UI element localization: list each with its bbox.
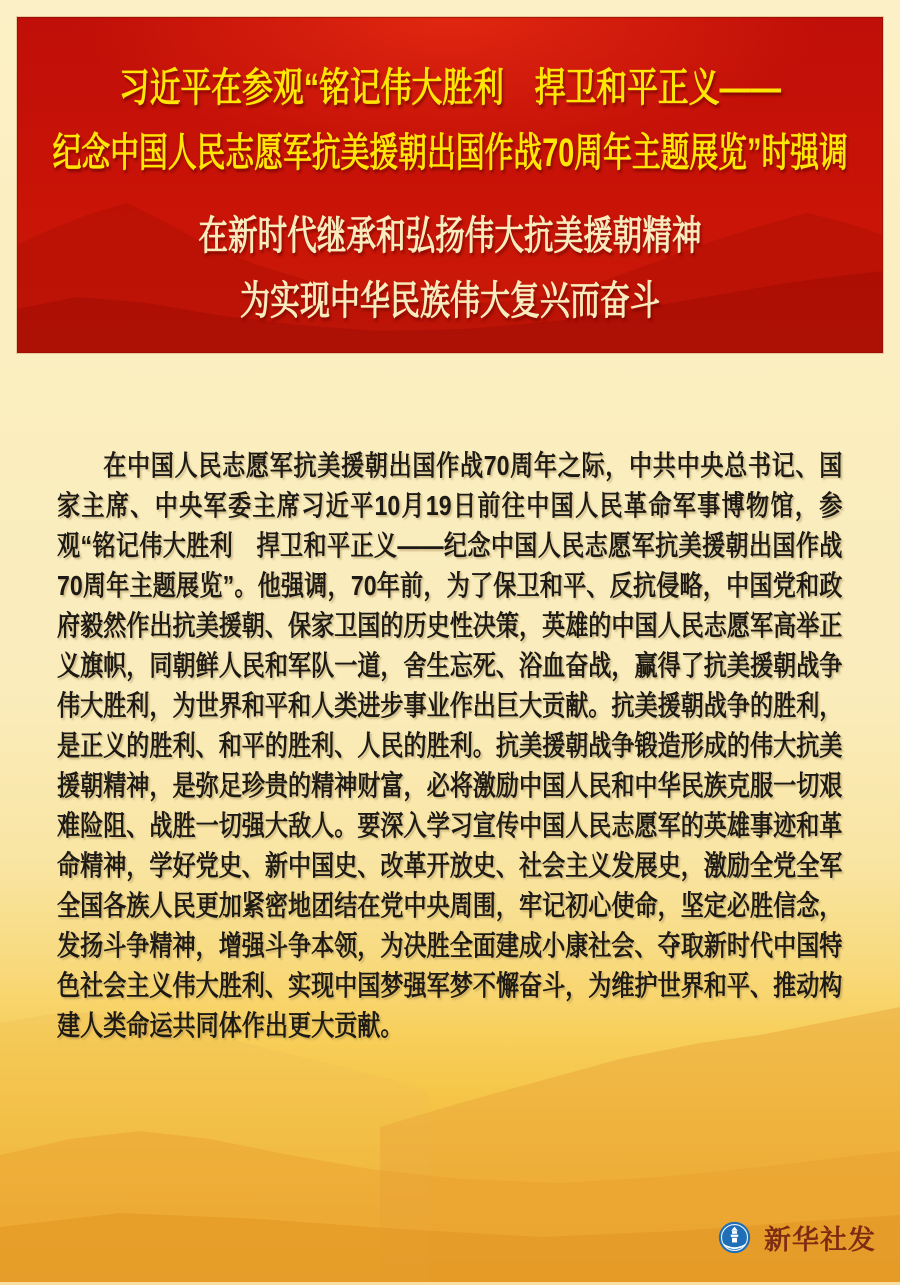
xinhua-emblem-icon: [718, 1221, 751, 1254]
article-paragraph: 在中国人民志愿军抗美援朝出国作战70周年之际，中共中央总书记、国家主席、中央军委主席习近平10月19日前往中国人民革命军事博物馆，参观“铭记伟大胜利 捍卫和平正义——纪念中国人民志愿军抗美援朝出国作战70周年主题展览”。他强调，70年前，为了保卫和平、反抗侵略，中国党和政府毅然作出抗美援朝、保家卫国的历史性决策，英雄的中国人民志愿军高举正义旗帜，同朝鲜人民和军队一道，舍生忘死、浴血奋战，赢得了抗美援朝战争伟大胜利，为世界和平和人类进步事业作出巨大贡献。抗美援朝战争的胜利，是正义的胜利、和平的胜利、人民的胜利。抗美援朝战争锻造形成的伟大抗美援朝精神，是弥足珍贵的精神财富，必将激励中国人民和中华民族克服一切艰难险阻、战胜一切强大敌人。要深入学习宣传中国人民志愿军的英雄事迹和革命精神，学好党史、新中国史、改革开放史、社会主义发展史，激励全党全军全国各族人民更加紧密地团结在党中央周围，牢记初心使命，坚定必胜信念，发扬斗争精神，增强斗争本领，为决胜全面建成小康社会、夺取新时代中国特色社会主义伟大胜利、实现中国梦强军梦不懈奋斗，为维护世界和平、推动构建人类命运共同体作出更大贡献。: [57, 450, 843, 1041]
article-body: [57, 446, 842, 1046]
banner-subtitle-line-1: 在新时代继承和弘扬伟大抗美援朝精神: [198, 213, 702, 258]
credit-label: 新华社发: [764, 1224, 876, 1255]
banner-title-line-2: 纪念中国人民志愿军抗美援朝出国作战70周年主题展览”时强调: [52, 130, 848, 175]
header-banner: [17, 17, 883, 353]
footer-credit: [718, 1220, 876, 1254]
banner-title-line-1: 习近平在参观“铭记伟大胜利 捍卫和平正义——: [118, 65, 782, 110]
banner-subtitle-line-2: 为实现中华民族伟大复兴而奋斗: [240, 278, 660, 323]
